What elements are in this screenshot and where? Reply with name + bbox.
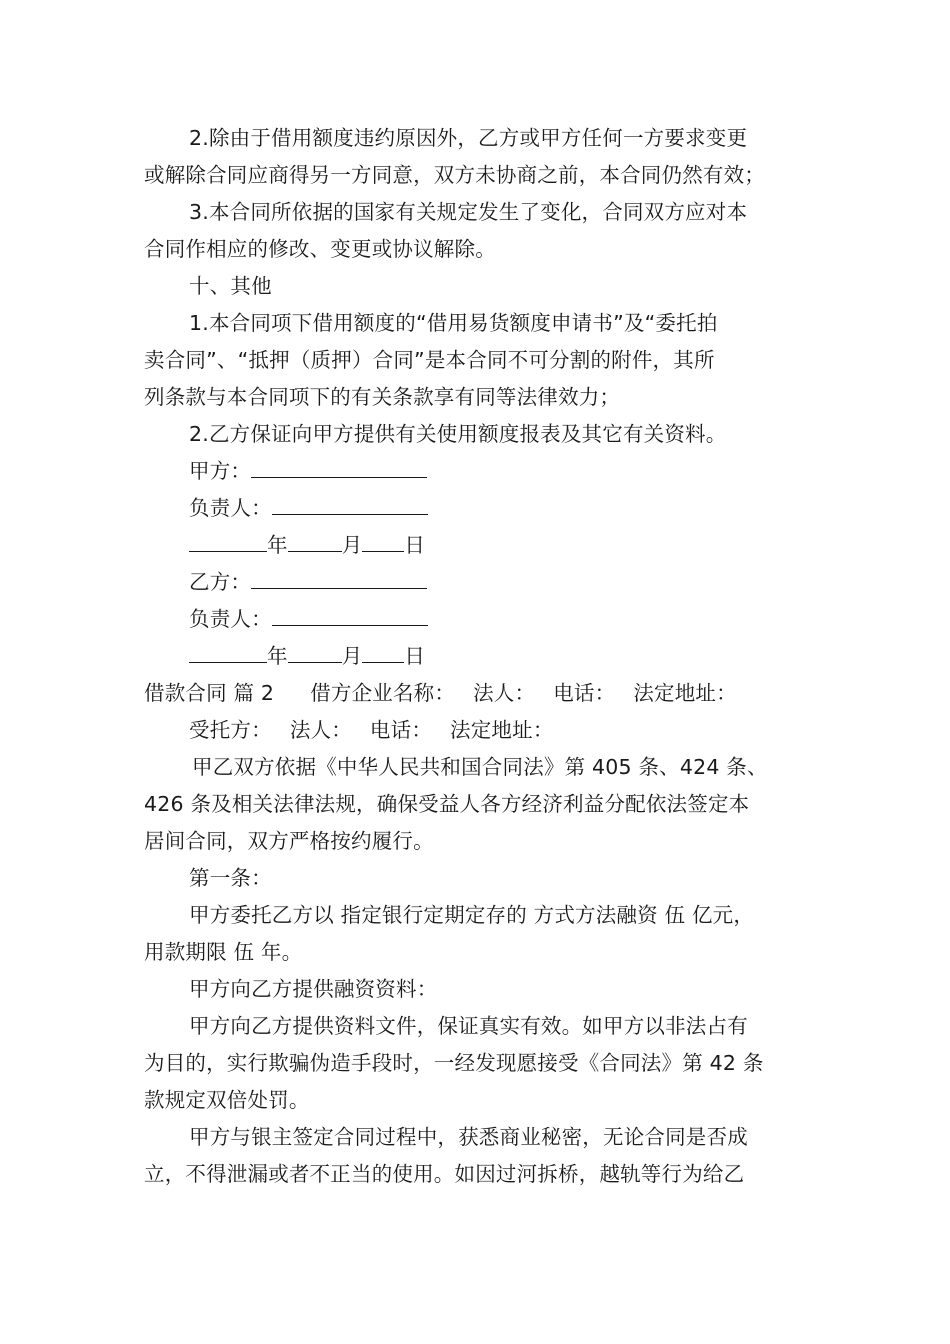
party-b-year-blank [189, 640, 267, 663]
borrower-name-label: 借方企业名称： [310, 681, 456, 705]
party-b-responsible [144, 601, 810, 638]
day-label: 日 [404, 644, 426, 668]
address-label: 法定地址： [633, 681, 737, 705]
party-a-day-blank [362, 529, 404, 552]
party-a-month-blank [288, 529, 342, 552]
trustee-phone-label: 电话： [369, 718, 433, 742]
party-b-responsible-blank [272, 603, 428, 626]
party-b-date [144, 638, 810, 675]
confidentiality-line-1: 甲方与银主签定合同过程中，获悉商业秘密，无论合同是否成 [189, 1125, 748, 1149]
other-1-line-1: 1.本合同项下借用额度的“借用易货额度申请书”及“委托拍 [189, 311, 718, 335]
contract-2-heading: 借款合同 篇 2 [144, 681, 275, 705]
day-label: 日 [404, 533, 426, 557]
party-a-signature [144, 453, 810, 490]
intro-line-2: 426 条及相关法律法规，确保受益人各方经济利益分配依法签定本 [144, 792, 750, 816]
materials-line-2: 为目的，实行欺骗伪造手段时，一经发现愿接受《合同法》第 42 条 [144, 1051, 764, 1075]
legal-person-label: 法人： [473, 681, 536, 705]
article-1-line-1: 甲方委托乙方以 指定银行定期定存的 方式方法融资 伍 亿元， [189, 903, 755, 927]
contract-2-header [144, 675, 810, 712]
party-a-responsible-blank [272, 492, 428, 515]
materials-line-3: 款规定双倍处罚。 [144, 1088, 310, 1112]
party-b-day-blank [362, 640, 404, 663]
article-1-title: 第一条： [189, 866, 272, 890]
party-a-label: 甲方： [189, 459, 252, 483]
other-1-line-3: 列条款与本合同项下的有关条款享有同等法律效力； [144, 385, 621, 409]
other-1-line-2: 卖合同”、“抵押（质押）合同”是本合同不可分割的附件，其所 [144, 348, 715, 372]
trustee-line [144, 712, 810, 749]
clause-2-line-2: 或解除合同应商得另一方同意，双方未协商之前，本合同仍然有效； [144, 163, 765, 187]
party-a-blank [251, 455, 427, 478]
intro-line-3: 居间合同，双方严格按约履行。 [144, 829, 434, 853]
year-label: 年 [267, 533, 288, 557]
party-b-label: 乙方： [189, 570, 252, 594]
party-a-date [144, 527, 810, 564]
party-a-responsible-label: 负责人： [189, 496, 272, 520]
trustee-legal-person-label: 法人： [289, 718, 352, 742]
phone-label: 电话： [553, 681, 616, 705]
document-body [144, 120, 810, 1193]
confidentiality-line-2: 立，不得泄漏或者不正当的使用。如因过河拆桥，越轨等行为给乙 [144, 1162, 745, 1186]
clause-3-line-1: 3.本合同所依据的国家有关规定发生了变化，合同双方应对本 [189, 200, 748, 224]
party-a-responsible [144, 490, 810, 527]
section-ten-title: 十、其他 [189, 274, 272, 298]
party-b-blank [251, 566, 427, 589]
month-label: 月 [341, 533, 363, 557]
party-b-signature [144, 564, 810, 601]
party-b-responsible-label: 负责人： [189, 607, 272, 631]
article-1-line-2: 用款期限 伍 年。 [144, 940, 303, 964]
materials-title: 甲方向乙方提供融资资料： [189, 977, 438, 1001]
materials-line-1: 甲方向乙方提供资料文件，保证真实有效。如甲方以非法占有 [189, 1014, 748, 1038]
party-b-month-blank [288, 640, 342, 663]
other-2: 2.乙方保证向甲方提供有关使用额度报表及其它有关资料。 [189, 422, 727, 446]
trustee-label: 受托方： [189, 718, 272, 742]
intro-line-1: 甲乙双方依据《中华人民共和国合同法》第 405 条、424 条、 [192, 755, 768, 779]
month-label: 月 [341, 644, 363, 668]
clause-2-line-1: 2.除由于借用额度违约原因外，乙方或甲方任何一方要求变更 [189, 126, 748, 150]
trustee-address-label: 法定地址： [450, 718, 554, 742]
year-label: 年 [267, 644, 288, 668]
clause-3-line-2: 合同作相应的修改、变更或协议解除。 [144, 237, 496, 261]
party-a-year-blank [189, 529, 267, 552]
